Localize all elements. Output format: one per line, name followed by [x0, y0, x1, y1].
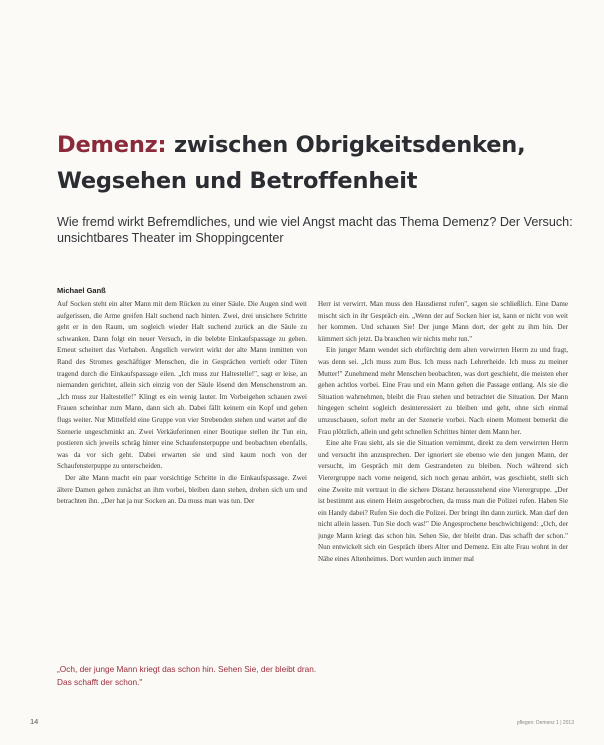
article-subtitle: Wie fremd wirkt Befremdliches, und wie viel Angst macht das Thema Demenz? Der Versuch: unsichtbares Theater im Shoppingcenter: [57, 215, 573, 245]
title-text: zwischen Obrigkeitsdenken, Wegsehen und Betroffenheit: [57, 132, 526, 194]
paragraph: Auf Socken steht ein alter Mann mit dem Rücken zu einer Säule. Die Augen sind weit aufgerissen, die Arme greifen Halt suchend nach hinten. Zwei, drei unsichere Schritte geht er in den Raum, um sogleich wieder Halt suchend zurück an die Säule zu schwanken. Dann folgt ein neuer Versuch, in die belebte Einkaufspassage zu gehen. Erneut scheitert das Vorhaben. Ängstlich verwirrt wirkt der alte Mann inmitten von Rand des Stromes geschäftiger Menschen, die in Gesprächen vertieft oder Tüten tragend durch die Einkaufspassage eilen. „Ich muss zur Haltestelle!", sagt er leise, an niemanden gerichtet, allein sich einzig von der Säule lösend den Menschenstrom an. „Ich muss zur Haltestelle!" Klingt es ein wenig lauter. Im Vorbeigehen schauen zwei Frauen scheinbar zum Mann, dann sich ab. Dabei fällt keinem ein Kopf und gehen flugs weiter. Nur Mittelfeld eine Gruppe von vier Strebenden stehen und wartet auf die Szenerie ungeschminkt an. Zwei Verkäuferinnen einer Boutique stellen ihr Tun ein, postieren sich jeweils schräg hinter eine Schaufensterpuppe und beobachten ebenfalls, was da vor sich geht. Dabei erwarten sie und sind kaum noch von der Schaufensterpuppe zu unterscheiden.: [57, 300, 307, 471]
paragraph: Der alte Mann macht ein paar vorsichtige Schritte in die Einkaufspassage. Zwei ältere Damen gehen zunächst an ihm vorbei, bleiben dann stehen, drehen sich um und betrachten ihn. „Der hat ja nur Socken an. Da muss man was tun. Der: [57, 473, 307, 506]
author-byline: Michael Ganß: [57, 286, 106, 295]
paragraph: Ein junger Mann wendet sich ehrfürchtig dem alten verwirrten Herrn zu und fragt, was denn sei. „Ich muss zum Bus. Ich muss nach Lehrerheide. Ich muss zu meiner Mutter!" Zunehmend mehr Menschen beobachten, was dort geschieht, die meisten eher gehen achtlos vorbei. Eine Frau und ein Mann gehen die Passage entlang. Als sie die Situation wahrnehmen, bleibt die Frau stehen und betrachtet die Situation. Der Mann hingegen scheint sogleich desinteressiert zu bleiben und geht, ohne sich einmal umzuschauen, sofort mehr an der Szenerie vorbei. Nach einem Moment bemerkt die Frau plötzlich, allein und geht schnellen Schrittes hinter dem Mann her.: [318, 346, 568, 436]
paragraph: Herr ist verwirrt. Man muss den Hausdienst rufen", sagen sie schließlich. Eine Dame mischt sich in ihr Gespräch ein. „Wenn der auf Socken hier ist, kann er nicht von weit her kommen. Und schauen Sie! Der junge Mann dort, der geht zu ihm hin. Der kümmert sich jetzt. Da brauchen wir nichts mehr tun.": [318, 300, 568, 343]
article-title: [57, 127, 577, 199]
paragraph: Eine alte Frau sieht, als sie die Situation vernimmt, direkt zu dem verwirrten Herrn und versucht ihn anzusprechen. Der ignoriert sie ebenso wie den jungen Mann, der versucht, im Gespräch mit dem Gestrandeten zu bleiben. Noch während sich Vierergruppe nach vorne neigend, sich noch genau anhört, was geschieht, stellt sich eine Zweite mit vertraut in die sichere Distanz herausstehend eine Vierergruppe. „Der ist bestimmt aus einem Heim ausgebrochen, da muss man die Polizei rufen. Haben Sie ein Handy dabei? Rufen Sie doch die Polizei. Der bringt ihn dann zurück. Man darf den nicht allein lassen. Tun Sie doch was!" Die Angesprochene beschwichtigend: „Och, der junge Mann kriegt das schon hin. Sehen Sie, der bleibt dran. Das schafft der schon." Nun entwickelt sich ein Gespräch übers Alter und Demenz. Ein alte Frau wohnt in der Nähe eines Altenheimes. Dort wurden auch immer mal: [318, 439, 568, 564]
text-column-right: [318, 299, 568, 715]
title-accent: Demenz:: [57, 132, 167, 158]
issue-label: pflegen: Demenz 1 | 2013: [516, 720, 574, 726]
text-column-left: [57, 299, 307, 624]
page-number: 14: [30, 717, 39, 726]
pull-quote: „Och, der junge Mann kriegt das schon hin. Sehen Sie, der bleibt dran. Das schafft der schon.": [57, 664, 317, 687]
